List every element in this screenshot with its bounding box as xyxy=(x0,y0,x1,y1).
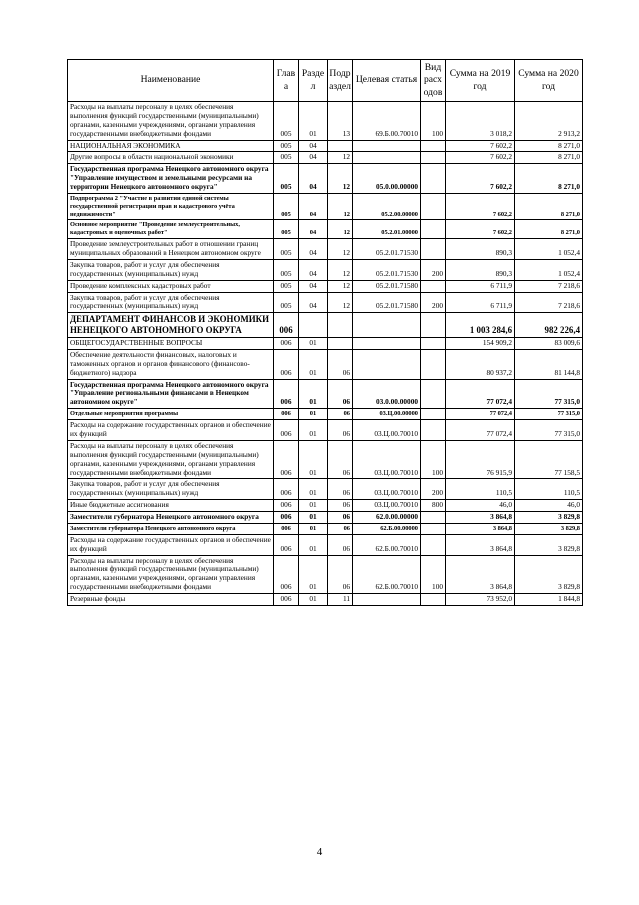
row-target: 03.Ц.00.70010 xyxy=(353,479,421,500)
row-sum-2019: 7 602,2 xyxy=(446,164,515,194)
row-glava: 005 xyxy=(274,280,299,292)
row-razdel: 01 xyxy=(299,409,328,420)
row-sum-2020: 2 913,2 xyxy=(515,102,583,141)
row-vid xyxy=(421,379,446,409)
table-row xyxy=(68,523,583,534)
row-sum-2019: 6 711,9 xyxy=(446,280,515,292)
row-name: Иные бюджетные ассигнования xyxy=(68,500,274,512)
row-razdel: 01 xyxy=(299,440,328,479)
row-target: 62.Б.00.70010 xyxy=(353,534,421,555)
row-vid: 200 xyxy=(421,259,446,280)
row-name: Закупка товаров, работ и услуг для обеспечения государственных (муниципальных) нужд xyxy=(68,259,274,280)
row-target xyxy=(353,338,421,350)
row-razdel: 01 xyxy=(299,512,328,524)
row-name: Расходы на выплаты персоналу в целях обеспечения выполнения функций государственными (муниципальными) органами, казенными учреждениями, органами управления государственными внебюджетными фондами xyxy=(68,102,274,141)
row-vid xyxy=(421,534,446,555)
row-podrazdel: 06 xyxy=(328,379,353,409)
row-glava: 006 xyxy=(274,349,299,379)
row-sum-2020: 3 829,8 xyxy=(515,523,583,534)
row-sum-2019: 73 952,0 xyxy=(446,594,515,606)
row-glava: 006 xyxy=(274,512,299,524)
row-sum-2020: 8 271,0 xyxy=(515,220,583,239)
row-name: Закупка товаров, работ и услуг для обеспечения государственных (муниципальных) нужд xyxy=(68,292,274,313)
row-glava: 006 xyxy=(274,555,299,594)
row-target: 03.Ц.00.70010 xyxy=(353,420,421,441)
table-header xyxy=(68,60,583,102)
row-glava: 005 xyxy=(274,194,299,220)
row-vid xyxy=(421,349,446,379)
row-sum-2019: 6 711,9 xyxy=(446,292,515,313)
row-vid xyxy=(421,194,446,220)
table-row xyxy=(68,259,583,280)
table-row xyxy=(68,338,583,350)
row-glava: 005 xyxy=(274,259,299,280)
row-target: 03.0.00.00000 xyxy=(353,379,421,409)
row-name: Закупка товаров, работ и услуг для обеспечения государственных (муниципальных) нужд xyxy=(68,479,274,500)
row-name: Проведение комплексных кадастровых работ xyxy=(68,280,274,292)
row-sum-2019: 154 909,2 xyxy=(446,338,515,350)
row-sum-2020: 77 315,0 xyxy=(515,409,583,420)
row-sum-2019: 7 602,2 xyxy=(446,194,515,220)
row-sum-2020: 1 052,4 xyxy=(515,259,583,280)
row-sum-2020: 1 052,4 xyxy=(515,239,583,260)
row-razdel: 04 xyxy=(299,140,328,152)
row-name: Другие вопросы в области национальной экономики xyxy=(68,152,274,164)
row-podrazdel: 12 xyxy=(328,220,353,239)
row-razdel: 01 xyxy=(299,534,328,555)
row-glava: 006 xyxy=(274,338,299,350)
row-glava: 006 xyxy=(274,379,299,409)
row-razdel: 01 xyxy=(299,555,328,594)
row-razdel: 01 xyxy=(299,379,328,409)
row-razdel: 04 xyxy=(299,239,328,260)
row-razdel: 04 xyxy=(299,280,328,292)
table-row xyxy=(68,420,583,441)
row-razdel: 04 xyxy=(299,194,328,220)
row-sum-2019: 3 864,8 xyxy=(446,512,515,524)
row-podrazdel: 06 xyxy=(328,500,353,512)
table-row xyxy=(68,140,583,152)
row-target: 05.2.00.00000 xyxy=(353,194,421,220)
row-name: Основное мероприятие "Проведение землеустроительных, кадастровых и оценочных работ" xyxy=(68,220,274,239)
table-row xyxy=(68,349,583,379)
row-name: Расходы на выплаты персоналу в целях обеспечения выполнения функций государственными (муниципальными) органами, казенными учреждениями, органами управления государственными внебюджетными фондами xyxy=(68,555,274,594)
row-sum-2019: 77 072,4 xyxy=(446,420,515,441)
row-razdel: 04 xyxy=(299,220,328,239)
table-row xyxy=(68,194,583,220)
row-sum-2020: 77 315,0 xyxy=(515,420,583,441)
row-sum-2019: 76 915,9 xyxy=(446,440,515,479)
row-sum-2020: 3 829,8 xyxy=(515,555,583,594)
header-sum-2020: Сумма на 2020 год xyxy=(515,60,583,102)
row-podrazdel: 12 xyxy=(328,259,353,280)
row-sum-2020: 8 271,0 xyxy=(515,152,583,164)
row-target: 03.Ц.00.00000 xyxy=(353,409,421,420)
row-target: 05.2.01.71580 xyxy=(353,280,421,292)
row-podrazdel: 12 xyxy=(328,292,353,313)
row-podrazdel: 06 xyxy=(328,420,353,441)
row-glava: 005 xyxy=(274,292,299,313)
row-razdel: 01 xyxy=(299,500,328,512)
row-podrazdel xyxy=(328,140,353,152)
row-name: ОБЩЕГОСУДАРСТВЕННЫЕ ВОПРОСЫ xyxy=(68,338,274,350)
row-name: Обеспечение деятельности финансовых, налоговых и таможенных органов и органов финансового (финансово-бюджетного) надзора xyxy=(68,349,274,379)
row-vid xyxy=(421,239,446,260)
row-sum-2020: 77 315,0 xyxy=(515,379,583,409)
table-row xyxy=(68,313,583,338)
row-vid: 100 xyxy=(421,555,446,594)
row-podrazdel: 06 xyxy=(328,440,353,479)
row-sum-2020: 7 218,6 xyxy=(515,280,583,292)
row-vid xyxy=(421,409,446,420)
table-row xyxy=(68,594,583,606)
row-name: Заместители губернатора Ненецкого автономного округа xyxy=(68,512,274,524)
row-vid xyxy=(421,220,446,239)
row-razdel: 01 xyxy=(299,102,328,141)
row-podrazdel: 06 xyxy=(328,479,353,500)
row-name: Расходы на содержание государственных органов и обеспечение их функций xyxy=(68,534,274,555)
row-sum-2020: 982 226,4 xyxy=(515,313,583,338)
row-podrazdel: 12 xyxy=(328,239,353,260)
row-target xyxy=(353,140,421,152)
row-sum-2019: 1 003 284,6 xyxy=(446,313,515,338)
row-sum-2019: 77 072,4 xyxy=(446,379,515,409)
row-sum-2020: 8 271,0 xyxy=(515,140,583,152)
row-podrazdel xyxy=(328,338,353,350)
row-glava: 006 xyxy=(274,534,299,555)
table-row xyxy=(68,379,583,409)
row-sum-2019: 3 018,2 xyxy=(446,102,515,141)
row-podrazdel: 12 xyxy=(328,152,353,164)
row-razdel: 04 xyxy=(299,259,328,280)
row-vid xyxy=(421,594,446,606)
row-target xyxy=(353,313,421,338)
row-sum-2019: 7 602,2 xyxy=(446,152,515,164)
row-sum-2020: 83 009,6 xyxy=(515,338,583,350)
row-sum-2020: 81 144,8 xyxy=(515,349,583,379)
table-row xyxy=(68,440,583,479)
row-glava: 006 xyxy=(274,440,299,479)
budget-table xyxy=(67,59,583,606)
row-target: 03.Ц.00.70010 xyxy=(353,500,421,512)
row-sum-2019: 3 864,8 xyxy=(446,523,515,534)
row-razdel: 01 xyxy=(299,349,328,379)
header-glava: Глав а xyxy=(274,60,299,102)
row-razdel: 01 xyxy=(299,338,328,350)
header-razdel: Разде л xyxy=(299,60,328,102)
page-number: 4 xyxy=(316,846,323,858)
row-name: Расходы на содержание государственных органов и обеспечение их функций xyxy=(68,420,274,441)
row-name: Подпрограмма 2 "Участие в развитии единой системы государственной регистрации прав и кадастрового учёта недвижимости" xyxy=(68,194,274,220)
row-sum-2019: 46,0 xyxy=(446,500,515,512)
row-name: НАЦИОНАЛЬНАЯ ЭКОНОМИКА xyxy=(68,140,274,152)
table-row xyxy=(68,512,583,524)
table-row xyxy=(68,102,583,141)
row-razdel: 01 xyxy=(299,479,328,500)
row-podrazdel: 12 xyxy=(328,164,353,194)
row-vid xyxy=(421,140,446,152)
row-sum-2019: 110,5 xyxy=(446,479,515,500)
row-sum-2020: 8 271,0 xyxy=(515,194,583,220)
row-podrazdel: 06 xyxy=(328,512,353,524)
table-row xyxy=(68,164,583,194)
row-sum-2019: 890,3 xyxy=(446,259,515,280)
row-glava: 006 xyxy=(274,479,299,500)
row-podrazdel: 06 xyxy=(328,523,353,534)
table-body xyxy=(68,102,583,606)
row-name: Резервные фонды xyxy=(68,594,274,606)
row-podrazdel: 06 xyxy=(328,555,353,594)
header-podrazdel: Подр аздел xyxy=(328,60,353,102)
table-row xyxy=(68,555,583,594)
row-vid: 100 xyxy=(421,102,446,141)
row-sum-2020: 77 158,5 xyxy=(515,440,583,479)
row-sum-2020: 110,5 xyxy=(515,479,583,500)
row-target: 05.2.01.71530 xyxy=(353,239,421,260)
row-razdel: 01 xyxy=(299,594,328,606)
row-glava: 005 xyxy=(274,102,299,141)
row-name: Государственная программа Ненецкого автономного округа "Управление имуществом и земельными ресурсами на территории Ненецкого автономного округа" xyxy=(68,164,274,194)
row-target xyxy=(353,594,421,606)
row-sum-2020: 46,0 xyxy=(515,500,583,512)
row-vid: 100 xyxy=(421,440,446,479)
row-podrazdel: 12 xyxy=(328,194,353,220)
row-vid xyxy=(421,280,446,292)
row-glava: 006 xyxy=(274,500,299,512)
row-glava: 006 xyxy=(274,313,299,338)
row-glava: 006 xyxy=(274,523,299,534)
row-target xyxy=(353,152,421,164)
row-name: Отдельные мероприятия программы xyxy=(68,409,274,420)
row-sum-2019: 7 602,2 xyxy=(446,140,515,152)
header-target: Целевая статья xyxy=(353,60,421,102)
row-name: Проведение землеустроительных работ в отношении границ муниципальных образований в Ненецком автономном округе xyxy=(68,239,274,260)
row-sum-2020: 7 218,6 xyxy=(515,292,583,313)
row-target: 62.0.00.00000 xyxy=(353,512,421,524)
row-name: ДЕПАРТАМЕНТ ФИНАНСОВ И ЭКОНОМИКИ НЕНЕЦКОГО АВТОНОМНОГО ОКРУГА xyxy=(68,313,274,338)
row-target: 62.Б.00.00000 xyxy=(353,523,421,534)
row-target: 03.Ц.00.70010 xyxy=(353,440,421,479)
row-vid xyxy=(421,523,446,534)
row-sum-2019: 3 864,8 xyxy=(446,534,515,555)
row-vid xyxy=(421,152,446,164)
row-podrazdel xyxy=(328,313,353,338)
row-name: Расходы на выплаты персоналу в целях обеспечения выполнения функций государственными (муниципальными) органами, казенными учреждениями, органами управления государственными внебюджетными фондами xyxy=(68,440,274,479)
row-glava: 005 xyxy=(274,220,299,239)
table-row xyxy=(68,152,583,164)
row-podrazdel: 11 xyxy=(328,594,353,606)
row-target: 05.2.01.71580 xyxy=(353,292,421,313)
row-target xyxy=(353,349,421,379)
row-vid xyxy=(421,164,446,194)
row-glava: 005 xyxy=(274,164,299,194)
table-row xyxy=(68,479,583,500)
row-target: 62.Б.00.70010 xyxy=(353,555,421,594)
row-podrazdel: 06 xyxy=(328,409,353,420)
row-name: Государственная программа Ненецкого автономного округа "Управление региональными финансами в Ненецком автономном округе" xyxy=(68,379,274,409)
row-glava: 005 xyxy=(274,140,299,152)
header-name: Наименование xyxy=(68,60,274,102)
row-razdel: 04 xyxy=(299,292,328,313)
row-vid xyxy=(421,512,446,524)
row-target: 05.2.01.71530 xyxy=(353,259,421,280)
row-razdel xyxy=(299,313,328,338)
row-sum-2020: 8 271,0 xyxy=(515,164,583,194)
table-row xyxy=(68,239,583,260)
row-sum-2019: 80 937,2 xyxy=(446,349,515,379)
row-razdel: 04 xyxy=(299,164,328,194)
row-sum-2020: 3 829,8 xyxy=(515,534,583,555)
row-vid xyxy=(421,338,446,350)
row-target: 69.Б.00.70010 xyxy=(353,102,421,141)
table-row xyxy=(68,534,583,555)
row-target: 05.2.01.00000 xyxy=(353,220,421,239)
row-glava: 005 xyxy=(274,239,299,260)
row-vid: 800 xyxy=(421,500,446,512)
row-sum-2020: 3 829,8 xyxy=(515,512,583,524)
row-glava: 006 xyxy=(274,409,299,420)
row-sum-2020: 1 844,8 xyxy=(515,594,583,606)
row-podrazdel: 13 xyxy=(328,102,353,141)
row-sum-2019: 77 072,4 xyxy=(446,409,515,420)
row-glava: 006 xyxy=(274,594,299,606)
table-row xyxy=(68,409,583,420)
row-glava: 006 xyxy=(274,420,299,441)
row-vid: 200 xyxy=(421,479,446,500)
row-target: 05.0.00.00000 xyxy=(353,164,421,194)
row-glava: 005 xyxy=(274,152,299,164)
row-podrazdel: 06 xyxy=(328,534,353,555)
row-vid xyxy=(421,313,446,338)
row-sum-2019: 890,3 xyxy=(446,239,515,260)
table-row xyxy=(68,220,583,239)
row-podrazdel: 12 xyxy=(328,280,353,292)
header-vid: Вид расх одов xyxy=(421,60,446,102)
row-razdel: 04 xyxy=(299,152,328,164)
table-row xyxy=(68,500,583,512)
row-sum-2019: 3 864,8 xyxy=(446,555,515,594)
row-podrazdel: 06 xyxy=(328,349,353,379)
row-razdel: 01 xyxy=(299,420,328,441)
row-vid: 200 xyxy=(421,292,446,313)
row-sum-2019: 7 602,2 xyxy=(446,220,515,239)
table-row xyxy=(68,292,583,313)
row-vid xyxy=(421,420,446,441)
row-name: Заместители губернатора Ненецкого автономного округа xyxy=(68,523,274,534)
row-razdel: 01 xyxy=(299,523,328,534)
table-row xyxy=(68,280,583,292)
header-sum-2019: Сумма на 2019 год xyxy=(446,60,515,102)
